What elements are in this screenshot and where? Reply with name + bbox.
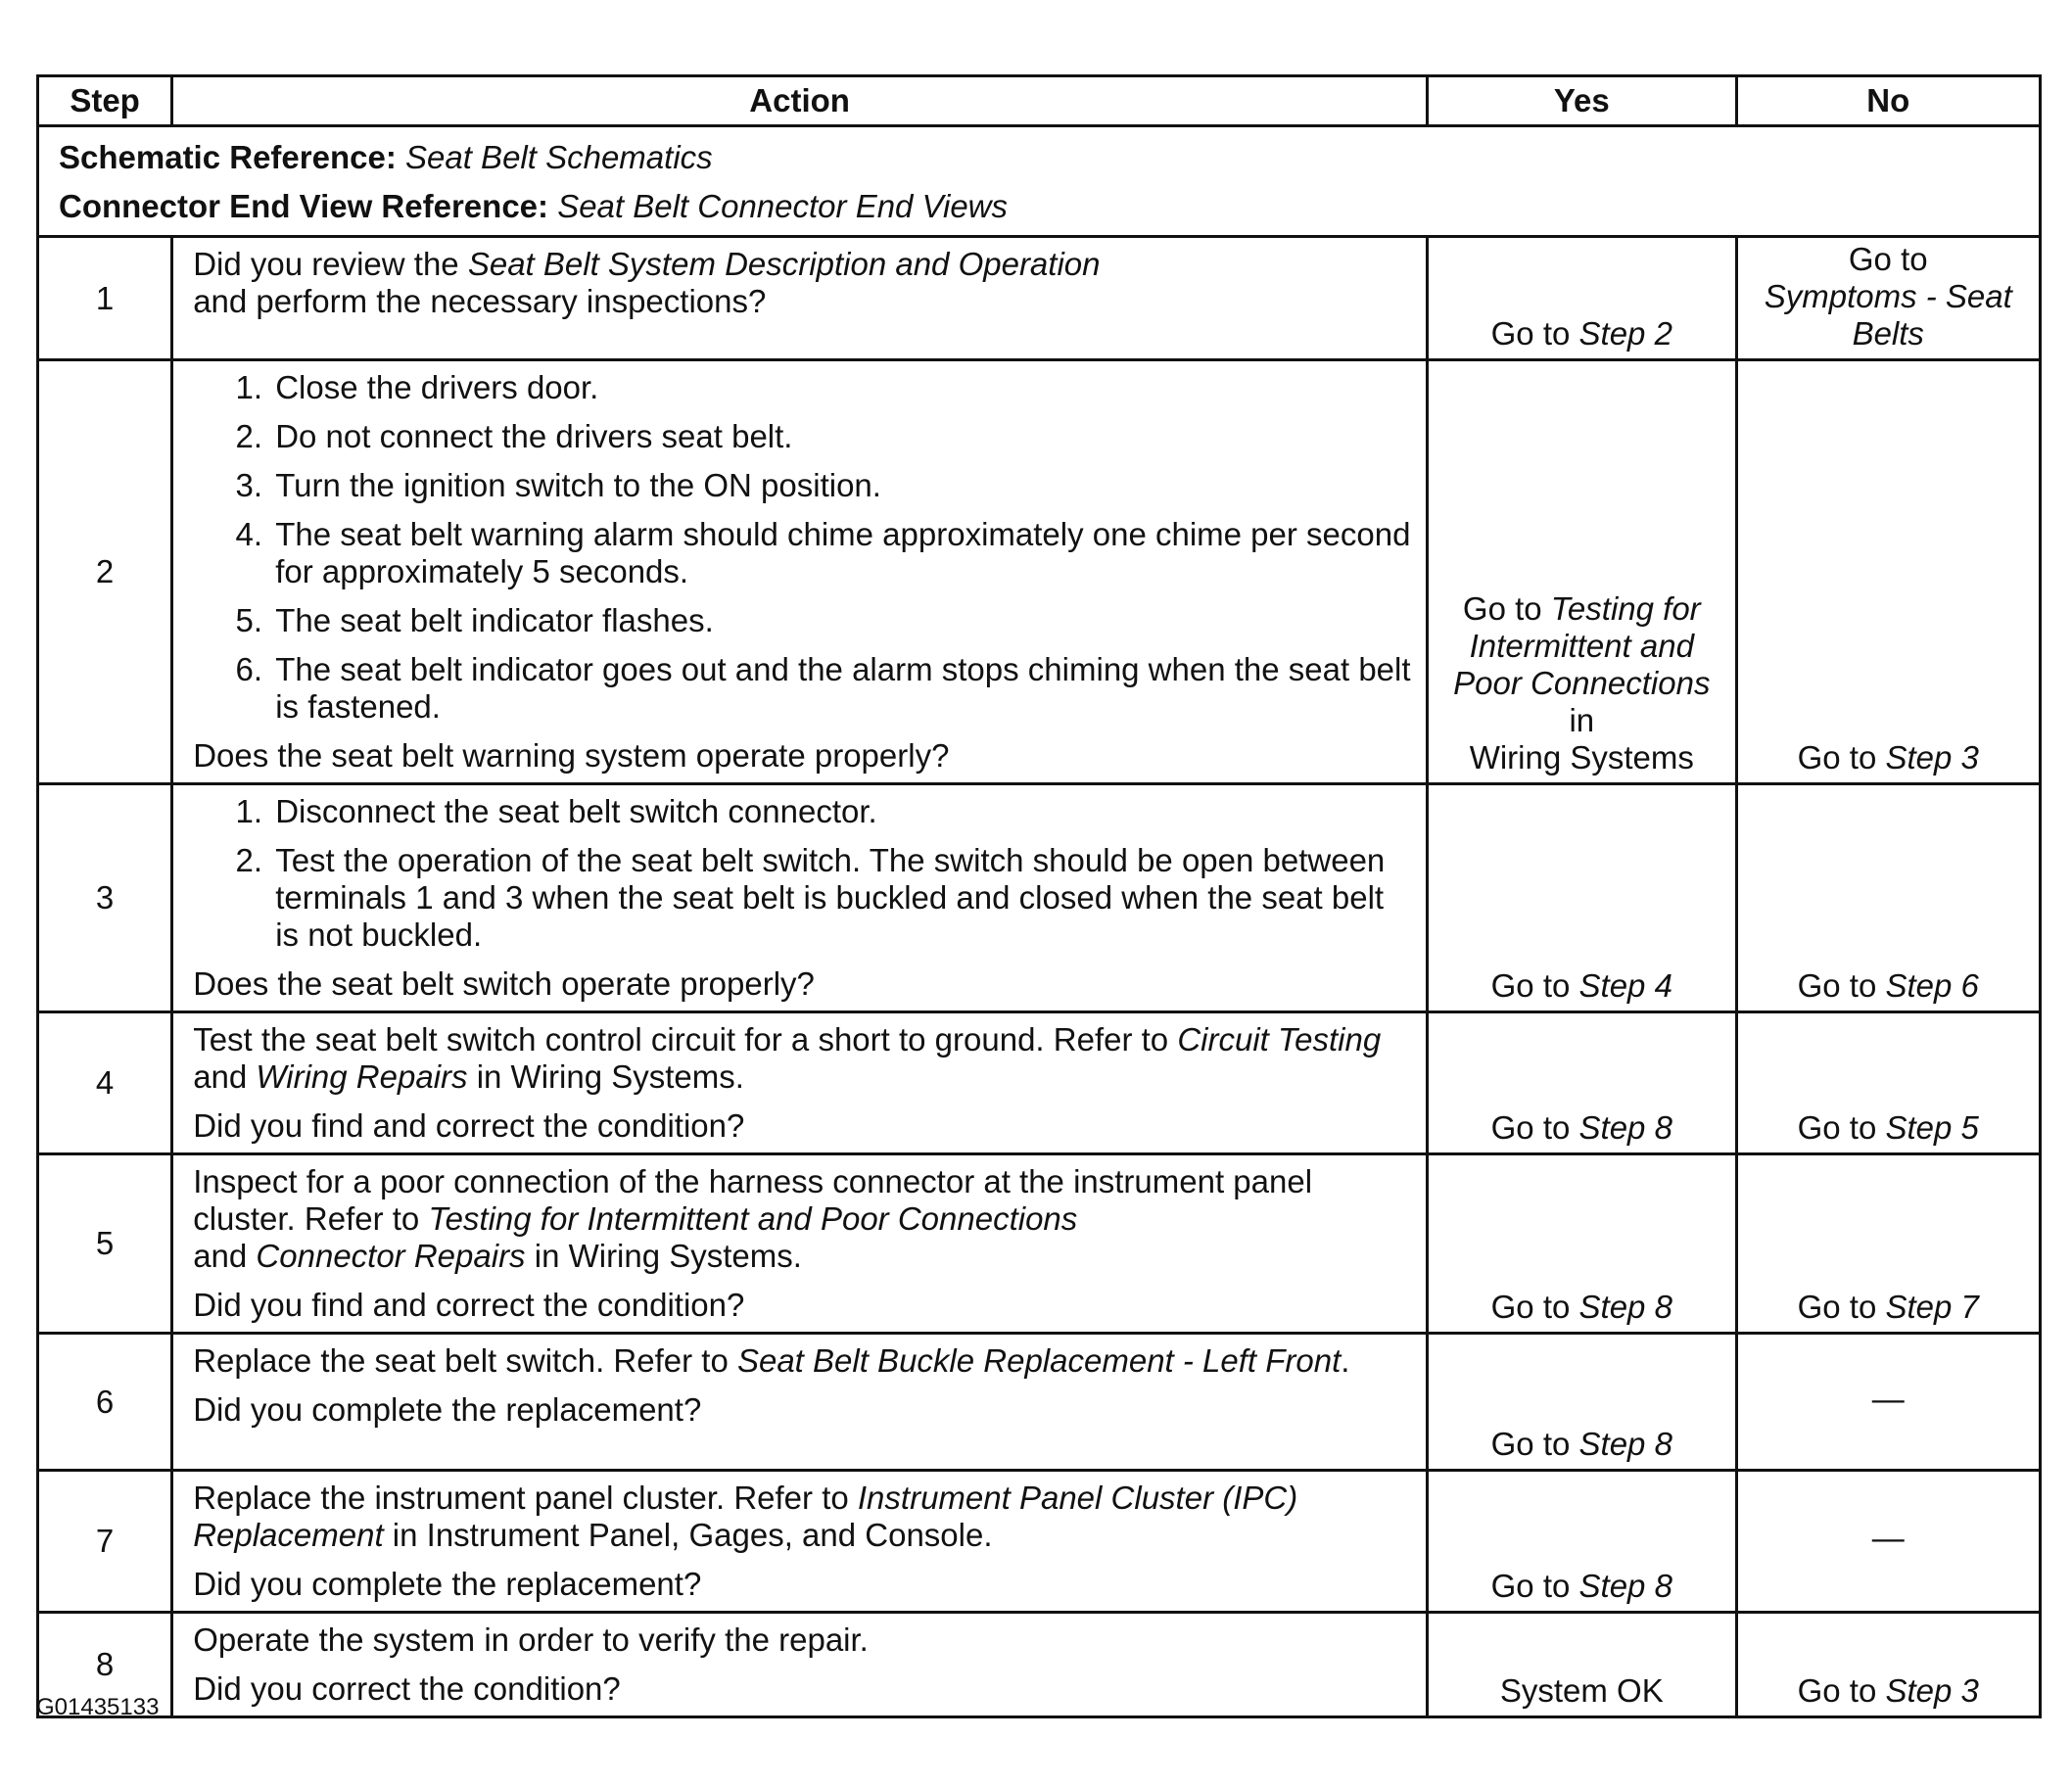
action-text: in Wiring Systems. bbox=[467, 1058, 744, 1095]
substep: 1. Close the drivers door. bbox=[271, 369, 1412, 406]
substep-list bbox=[193, 369, 1412, 726]
question-text: Did you find and correct the condition? bbox=[193, 1287, 745, 1323]
action-text: in Wiring Systems. bbox=[525, 1238, 802, 1274]
yes-link[interactable]: Step 8 bbox=[1578, 1426, 1672, 1462]
step-number: 8 bbox=[38, 1613, 172, 1717]
action-paragraph bbox=[193, 1480, 1412, 1554]
schematic-reference bbox=[59, 133, 2019, 182]
action-text: . bbox=[1341, 1342, 1350, 1379]
header-action: Action bbox=[172, 76, 1428, 126]
action-text: and bbox=[193, 1238, 257, 1274]
question-text: Did you find and correct the condition? bbox=[193, 1107, 745, 1144]
question-text: Did you complete the replacement? bbox=[193, 1391, 702, 1428]
reference-row bbox=[38, 126, 2041, 237]
yes-cell bbox=[1428, 1012, 1736, 1154]
no-cell bbox=[1736, 1613, 2040, 1717]
yes-cell bbox=[1428, 1471, 1736, 1613]
action-text: Replace the instrument panel cluster. Refer to bbox=[193, 1480, 858, 1516]
yes-link[interactable]: Step 8 bbox=[1578, 1109, 1672, 1146]
connector-reference bbox=[59, 182, 2019, 231]
step-number: 6 bbox=[38, 1334, 172, 1471]
no-cell bbox=[1736, 237, 2040, 360]
yes-text: Go to bbox=[1490, 1289, 1579, 1325]
no-text: Go to bbox=[1797, 739, 1886, 776]
action-paragraph bbox=[193, 1021, 1412, 1096]
action-text: and perform the necessary inspections? bbox=[193, 283, 767, 319]
substep: 5. The seat belt indicator flashes. bbox=[271, 602, 1412, 639]
action-link[interactable]: Seat Belt Buckle Replacement - Left Front bbox=[736, 1342, 1342, 1379]
substep-list bbox=[193, 793, 1412, 954]
yes-cell bbox=[1428, 1154, 1736, 1334]
no-cell: — bbox=[1736, 1334, 2040, 1471]
no-text: Go to bbox=[1797, 967, 1886, 1004]
action-cell bbox=[172, 1154, 1428, 1334]
question-text: Does the seat belt warning system operate properly? bbox=[193, 737, 950, 774]
yes-cell bbox=[1428, 784, 1736, 1012]
action-link[interactable]: Circuit Testing bbox=[1177, 1021, 1382, 1058]
table-row bbox=[38, 784, 2041, 1012]
action-cell bbox=[172, 1471, 1428, 1613]
action-paragraph bbox=[193, 1163, 1412, 1275]
yes-text: Wiring Systems bbox=[1469, 739, 1694, 776]
question-text: Does the seat belt switch operate properly? bbox=[193, 965, 815, 1002]
action-text: Test the seat belt switch control circuit for a short to ground. Refer to bbox=[193, 1021, 1178, 1058]
header-no: No bbox=[1736, 76, 2040, 126]
yes-link[interactable]: Step 4 bbox=[1578, 967, 1672, 1004]
no-text: Go to bbox=[1797, 1672, 1886, 1709]
yes-cell bbox=[1428, 237, 1736, 360]
no-link[interactable]: Step 7 bbox=[1885, 1289, 1979, 1325]
question-text: Did you complete the replacement? bbox=[193, 1566, 702, 1602]
table-row bbox=[38, 1012, 2041, 1154]
yes-link[interactable]: Step 8 bbox=[1578, 1568, 1672, 1604]
no-cell bbox=[1736, 360, 2040, 784]
action-paragraph: Operate the system in order to verify the repair. bbox=[193, 1622, 869, 1658]
no-link[interactable]: Step 5 bbox=[1885, 1109, 1979, 1146]
yes-text: Go to bbox=[1490, 967, 1579, 1004]
yes-text: Go to bbox=[1462, 590, 1551, 627]
action-text: in Instrument Panel, Gages, and Console. bbox=[383, 1517, 993, 1553]
action-link[interactable]: Connector Repairs bbox=[256, 1238, 526, 1274]
no-link[interactable]: Step 6 bbox=[1885, 967, 1979, 1004]
reference-cell bbox=[38, 126, 2041, 237]
table-row bbox=[38, 1334, 2041, 1471]
step-number: 1 bbox=[38, 237, 172, 360]
table-row bbox=[38, 1471, 2041, 1613]
action-text: Replace the seat belt switch. Refer to bbox=[193, 1342, 737, 1379]
action-cell bbox=[172, 237, 1428, 360]
action-link[interactable]: Instrument Panel Cluster (IPC) Replacement bbox=[193, 1480, 1298, 1553]
substep: 1. Disconnect the seat belt switch connector. bbox=[271, 793, 1412, 830]
yes-cell: System OK bbox=[1428, 1613, 1736, 1717]
table-row bbox=[38, 1154, 2041, 1334]
connector-reference-label: Connector End View Reference: bbox=[59, 188, 549, 224]
step-number: 7 bbox=[38, 1471, 172, 1613]
no-cell bbox=[1736, 1012, 2040, 1154]
yes-text: Go to bbox=[1490, 315, 1579, 352]
table-row bbox=[38, 360, 2041, 784]
schematic-reference-label: Schematic Reference: bbox=[59, 139, 397, 175]
step-number: 5 bbox=[38, 1154, 172, 1334]
substep: 6. The seat belt indicator goes out and the alarm stops chiming when the seat belt is fastened. bbox=[271, 651, 1412, 726]
action-cell bbox=[172, 1613, 1428, 1717]
yes-link[interactable]: Step 8 bbox=[1578, 1289, 1672, 1325]
step-number: 2 bbox=[38, 360, 172, 784]
substep: 2. Do not connect the drivers seat belt. bbox=[271, 418, 1412, 455]
no-link[interactable]: Step 3 bbox=[1885, 739, 1979, 776]
header-step: Step bbox=[38, 76, 172, 126]
action-link[interactable]: Wiring Repairs bbox=[256, 1058, 468, 1095]
action-link[interactable]: Seat Belt System Description and Operation bbox=[467, 246, 1101, 282]
yes-cell bbox=[1428, 360, 1736, 784]
figure-id: G01435133 bbox=[36, 1694, 160, 1720]
substep: 3. Turn the ignition switch to the ON position. bbox=[271, 467, 1412, 504]
yes-cell bbox=[1428, 1334, 1736, 1471]
connector-reference-link[interactable]: Seat Belt Connector End Views bbox=[557, 188, 1009, 224]
diagnostic-table bbox=[36, 74, 2042, 1718]
action-link[interactable]: Testing for Intermittent and Poor Connections bbox=[428, 1200, 1078, 1237]
action-text: Inspect for a poor connection of the harness connector at the instrument panel cluster. Refer to bbox=[193, 1163, 1313, 1237]
table-row bbox=[38, 237, 2041, 360]
substep: 4. The seat belt warning alarm should chime approximately one chime per second for approximately 5 seconds. bbox=[271, 516, 1412, 590]
action-cell bbox=[172, 784, 1428, 1012]
action-text: and bbox=[193, 1058, 257, 1095]
yes-link[interactable]: Testing for Intermittent and Poor Connections bbox=[1453, 590, 1711, 701]
action-cell bbox=[172, 1334, 1428, 1471]
yes-text: Go to bbox=[1490, 1109, 1579, 1146]
no-text: Go to bbox=[1848, 241, 1928, 277]
step-number: 3 bbox=[38, 784, 172, 1012]
no-link[interactable]: Symptoms - Seat Belts bbox=[1764, 278, 2012, 352]
yes-text: Go to bbox=[1490, 1426, 1579, 1462]
header-row bbox=[38, 76, 2041, 126]
step-number: 4 bbox=[38, 1012, 172, 1154]
question-text: Did you correct the condition? bbox=[193, 1670, 621, 1707]
no-text: Go to bbox=[1797, 1289, 1886, 1325]
no-cell bbox=[1736, 784, 2040, 1012]
schematic-reference-link[interactable]: Seat Belt Schematics bbox=[405, 139, 713, 175]
no-link[interactable]: Step 3 bbox=[1885, 1672, 1979, 1709]
substep: 2. Test the operation of the seat belt switch. The switch should be open between terminals 1 and 3 when the seat belt is buckled and closed when the seat belt is not buckled. bbox=[271, 842, 1412, 954]
no-cell bbox=[1736, 1154, 2040, 1334]
action-cell bbox=[172, 360, 1428, 784]
no-cell: — bbox=[1736, 1471, 2040, 1613]
yes-text: in bbox=[1569, 702, 1595, 738]
yes-text: Go to bbox=[1490, 1568, 1579, 1604]
action-cell bbox=[172, 1012, 1428, 1154]
header-yes: Yes bbox=[1428, 76, 1736, 126]
table-row bbox=[38, 1613, 2041, 1717]
action-text: Did you review the bbox=[193, 246, 468, 282]
yes-link[interactable]: Step 2 bbox=[1578, 315, 1672, 352]
no-text: Go to bbox=[1797, 1109, 1886, 1146]
action-paragraph bbox=[193, 1342, 1412, 1380]
